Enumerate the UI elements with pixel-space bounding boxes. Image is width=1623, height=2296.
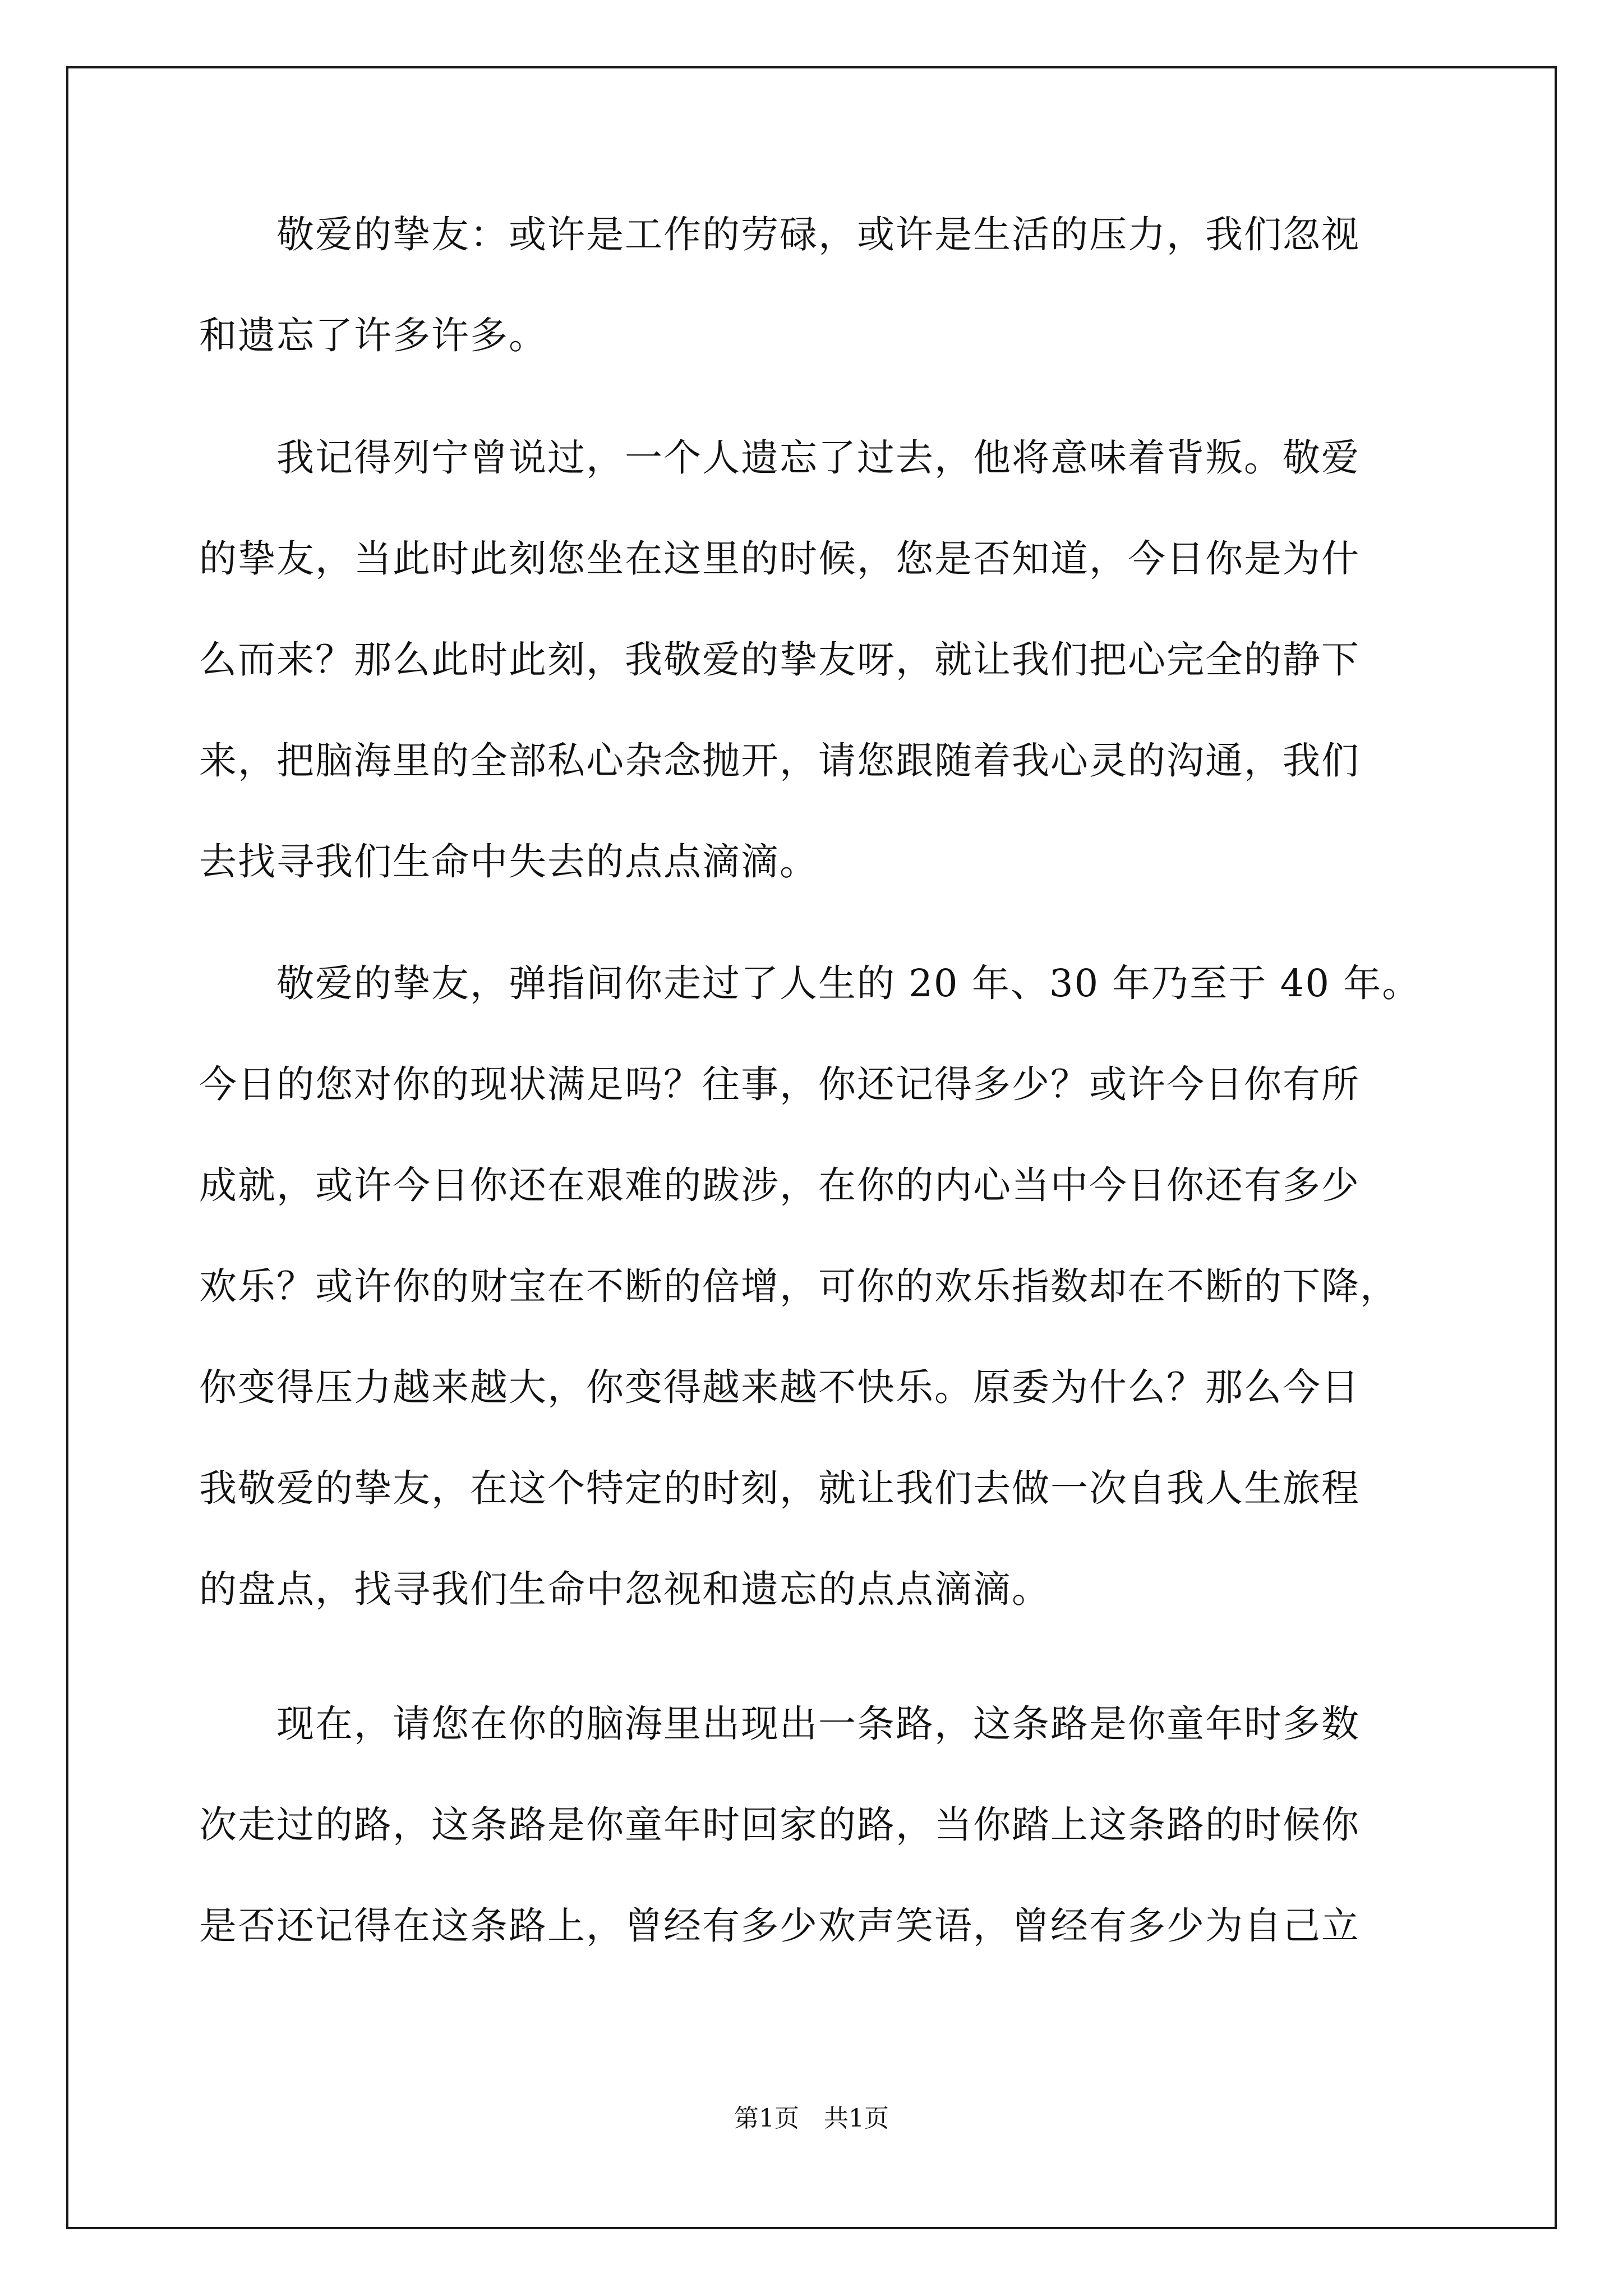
text-line: 的盘点，找寻我们生命中忽视和遗忘的点点滴滴。 [199,1567,1050,1611]
text-line: 敬爱的挚友：或许是工作的劳碌，或许是生活的压力，我们忽视 [199,213,1360,256]
text-line: 欢乐？或许你的财宝在不断的倍增，可你的欢乐指数却在不断的下降， [199,1264,1399,1308]
text-line: 现在，请您在你的脑海里出现出一条路，这条路是你童年时多数 [199,1702,1360,1746]
text-line: 次走过的路，这条路是你童年时回家的路，当你踏上这条路的时候你 [199,1803,1360,1847]
text-line: 今日的您对你的现状满足吗？往事，你还记得多少？或许今日你有所 [199,1062,1360,1106]
page-footer: 第1页 共1页 [734,2104,889,2133]
text-line: 么而来？那么此时此刻，我敬爱的挚友呀，就让我们把心完全的静下 [199,638,1360,682]
text-line: 来，把脑海里的全部私心杂念抛开，请您跟随着我心灵的沟通，我们 [199,739,1360,783]
text-line: 我敬爱的挚友，在这个特定的时刻，就让我们去做一次自我人生旅程 [199,1466,1360,1510]
text-line: 和遗忘了许多许多。 [199,314,547,357]
text-line: 你变得压力越来越大，你变得越来越不快乐。原委为什么？那么今日 [199,1365,1360,1409]
text-line: 成就，或许今日你还在艰难的跋涉，在你的内心当中今日你还有多少 [199,1163,1360,1207]
text-line: 是否还记得在这条路上，曾经有多少欢声笑语，曾经有多少为自己立 [199,1904,1360,1948]
text-line: 去找寻我们生命中失去的点点滴滴。 [199,840,818,884]
text-line: 敬爱的挚友，弹指间你走过了人生的 20 年、30 年乃至于 40 年。 [199,961,1421,1005]
text-line: 我记得列宁曾说过，一个人遗忘了过去，他将意味着背叛。敬爱 [199,436,1360,480]
text-line: 的挚友，当此时此刻您坐在这里的时候，您是否知道，今日你是为什 [199,537,1360,581]
